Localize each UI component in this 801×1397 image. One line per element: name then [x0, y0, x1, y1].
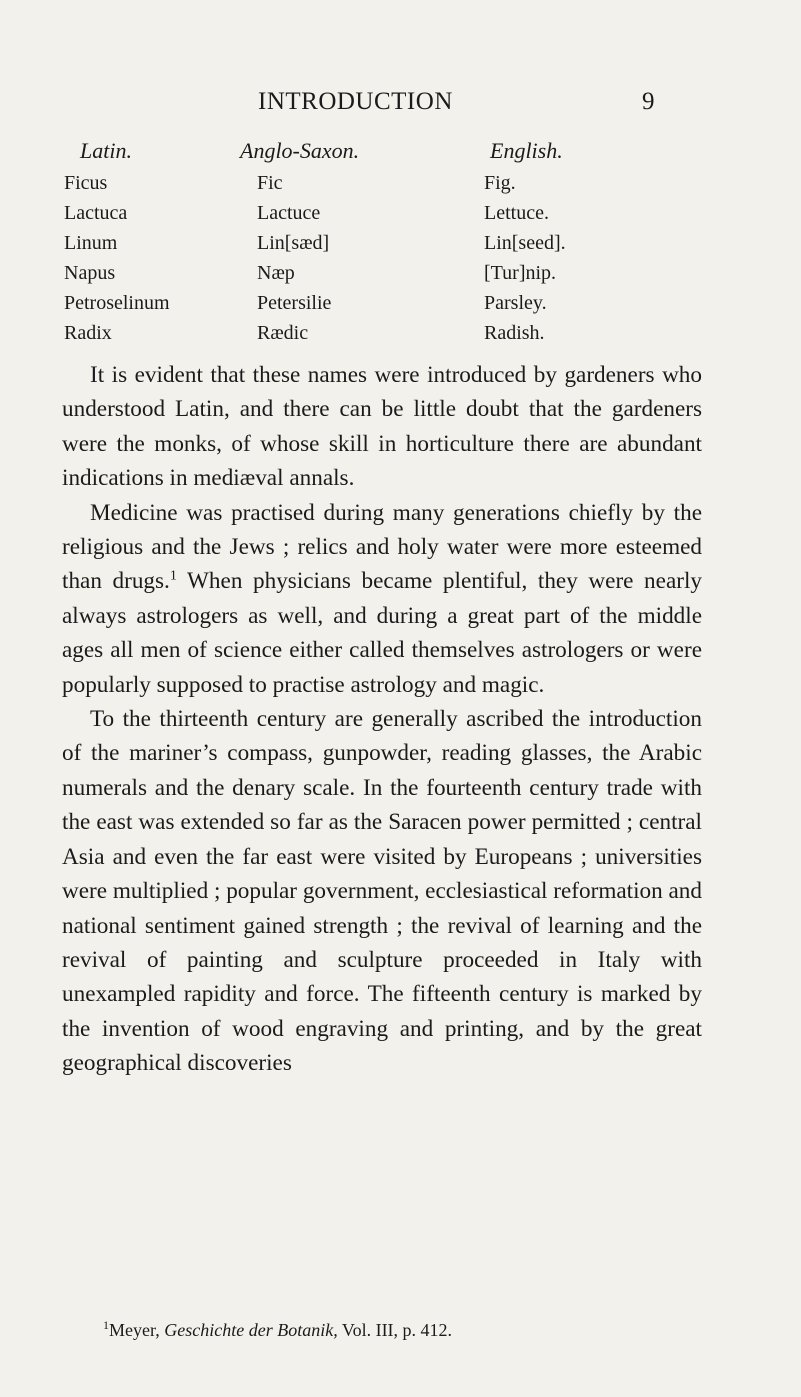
- table-row: [62, 202, 702, 232]
- cell-english: Parsley.: [484, 292, 547, 314]
- table-row: [62, 262, 702, 292]
- cell-latin: Petroselinum: [64, 292, 170, 314]
- header-latin: Latin.: [80, 138, 132, 163]
- footnote-author: Meyer,: [109, 1320, 165, 1340]
- footnote-rest: Vol. III, p. 412.: [337, 1320, 453, 1340]
- header-anglo-saxon: Anglo-Saxon.: [240, 138, 360, 163]
- cell-anglo-saxon: Næp: [257, 262, 295, 284]
- cell-anglo-saxon: Rædic: [257, 322, 309, 344]
- footnote-reference: 1: [169, 568, 177, 584]
- cell-anglo-saxon: Lin[sæd]: [257, 232, 330, 254]
- header-english: English.: [490, 138, 563, 163]
- table-row: [62, 172, 702, 202]
- table-row: [62, 322, 702, 352]
- table-header-row: [62, 138, 702, 172]
- cell-latin: Lactuca: [64, 202, 128, 224]
- plant-names-table: [62, 138, 702, 352]
- footnote-marker: 1: [103, 1318, 109, 1332]
- cell-latin: Napus: [64, 262, 116, 284]
- table-row: [62, 292, 702, 322]
- paragraph: To the thirteenth century are generally ascribed the introduction of the mariner’s compass, gunpowder, reading glasses, the Arabic numerals and the denary scale. In the fourteenth century trade with the east was extended so far as the Saracen power permitted ; central Asia and even the far east were visited by Europeans ; universities were multiplied ; popular government, ecclesiastical reformation and national sentiment gained strength ; the revival of learning and the revival of painting and sculpture proceeded in Italy with unexampled rapidity and force. The fifteenth century is marked by the invention of wood engraving and printing, and by the great geographical discoveries: [62, 706, 702, 1077]
- body-text: [62, 358, 702, 1081]
- paragraph-part: Medicine was practised during many generations chiefly by the religious and the Jews ; relics and holy water were more esteemed than drugs.: [62, 499, 702, 595]
- cell-latin: Linum: [64, 232, 118, 254]
- cell-anglo-saxon: Petersilie: [257, 292, 332, 314]
- footnote-title: Geschichte der Botanik,: [164, 1320, 338, 1340]
- cell-latin: Ficus: [64, 172, 108, 194]
- running-head: INTRODUCTION: [258, 88, 453, 115]
- cell-english: [Tur]nip.: [484, 262, 557, 284]
- cell-english: Lin[seed].: [484, 232, 566, 254]
- table-row: [62, 232, 702, 262]
- cell-latin: Radix: [64, 322, 112, 344]
- paragraph: [62, 496, 702, 702]
- cell-english: Lettuce.: [484, 202, 549, 224]
- page-number: 9: [642, 88, 655, 115]
- paragraph-part: When physicians became plentiful, they were nearly always astrologers as well, and during a great part of the middle ages all men of science either called themselves astrologers or were popularly supposed to practise astrology and magic.: [62, 568, 702, 698]
- footnote: [103, 1318, 452, 1341]
- cell-anglo-saxon: Lactuce: [257, 202, 321, 224]
- paragraph: It is evident that these names were introduced by gardeners who understood Latin, and there can be little doubt that the gardeners were the monks, of whose skill in horticulture there are abundant indications in mediæval annals.: [62, 362, 702, 492]
- cell-english: Radish.: [484, 322, 545, 344]
- cell-anglo-saxon: Fic: [257, 172, 283, 194]
- cell-english: Fig.: [484, 172, 516, 194]
